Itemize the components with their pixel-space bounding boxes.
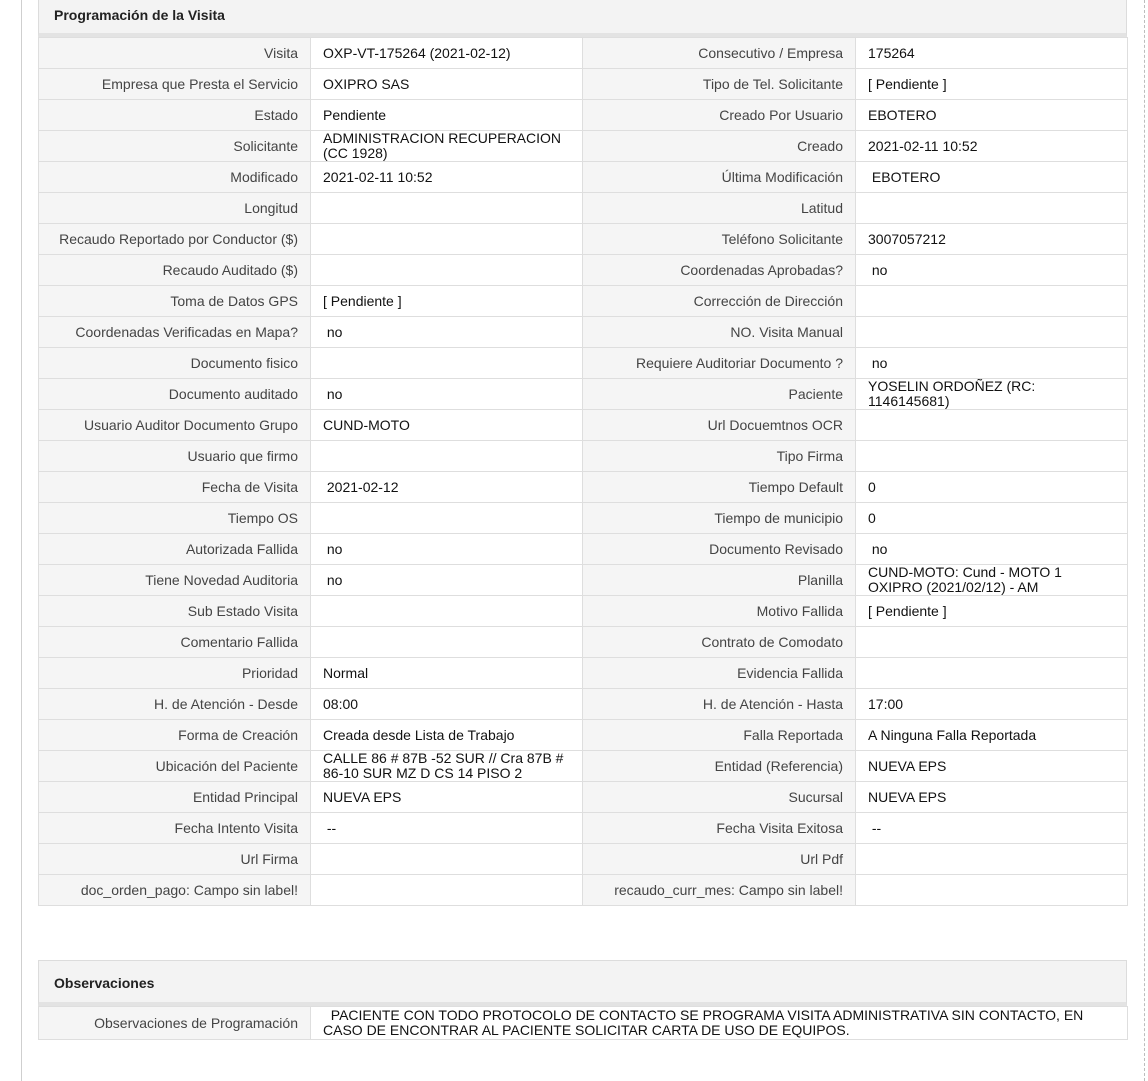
table-row	[39, 813, 1128, 844]
field-value	[856, 286, 1128, 317]
table-row	[39, 379, 1128, 410]
table-row	[39, 255, 1128, 286]
programacion-panel	[38, 0, 1127, 906]
field-label: Tiempo de municipio	[583, 503, 856, 534]
field-label: Falla Reportada	[583, 720, 856, 751]
field-value: 17:00	[856, 689, 1128, 720]
field-value: NUEVA EPS	[856, 751, 1128, 782]
field-label: Corrección de Dirección	[583, 286, 856, 317]
field-value: 2021-02-11 10:52	[856, 131, 1128, 162]
observaciones-title: Observaciones	[38, 960, 1127, 1006]
table-row	[39, 565, 1128, 596]
field-label: Autorizada Fallida	[39, 534, 311, 565]
table-row	[39, 100, 1128, 131]
observaciones-panel	[38, 960, 1127, 1040]
field-value: A Ninguna Falla Reportada	[856, 720, 1128, 751]
field-value: CUND-MOTO: Cund - MOTO 1 OXIPRO (2021/02/12) - AM	[856, 565, 1128, 596]
field-label: Paciente	[583, 379, 856, 410]
field-value	[311, 627, 583, 658]
field-label: Forma de Creación	[39, 720, 311, 751]
field-label: Tiene Novedad Auditoria	[39, 565, 311, 596]
field-label: Documento Revisado	[583, 534, 856, 565]
field-value	[311, 255, 583, 286]
table-row	[39, 348, 1128, 379]
field-value	[856, 193, 1128, 224]
field-value	[311, 193, 583, 224]
field-value: 0	[856, 472, 1128, 503]
field-value: [ Pendiente ]	[856, 69, 1128, 100]
field-label: Fecha Visita Exitosa	[583, 813, 856, 844]
programacion-title: Programación de la Visita	[38, 0, 1127, 37]
field-label: Entidad (Referencia)	[583, 751, 856, 782]
field-label: Usuario Auditor Documento Grupo	[39, 410, 311, 441]
field-label: Solicitante	[39, 131, 311, 162]
field-value: CUND-MOTO	[311, 410, 583, 441]
field-label: Tipo de Tel. Solicitante	[583, 69, 856, 100]
field-value: no	[856, 255, 1128, 286]
field-value	[311, 844, 583, 875]
table-row	[39, 410, 1128, 441]
field-value	[311, 875, 583, 906]
field-label: NO. Visita Manual	[583, 317, 856, 348]
field-value: no	[311, 379, 583, 410]
field-label: Ubicación del Paciente	[39, 751, 311, 782]
table-row	[39, 503, 1128, 534]
field-label: H. de Atención - Hasta	[583, 689, 856, 720]
field-label: H. de Atención - Desde	[39, 689, 311, 720]
field-value: no	[311, 565, 583, 596]
field-label: Latitud	[583, 193, 856, 224]
field-label: Contrato de Comodato	[583, 627, 856, 658]
field-label: Comentario Fallida	[39, 627, 311, 658]
table-row	[39, 627, 1128, 658]
field-value	[311, 348, 583, 379]
field-value: CALLE 86 # 87B -52 SUR // Cra 87B # 86-10 SUR MZ D CS 14 PISO 2	[311, 751, 583, 782]
field-value: [ Pendiente ]	[311, 286, 583, 317]
table-row	[39, 751, 1128, 782]
field-label: Entidad Principal	[39, 782, 311, 813]
field-label: Coordenadas Aprobadas?	[583, 255, 856, 286]
field-value: OXP-VT-175264 (2021-02-12)	[311, 38, 583, 69]
table-row	[39, 131, 1128, 162]
field-value: Normal	[311, 658, 583, 689]
table-row	[39, 472, 1128, 503]
field-label: Url Firma	[39, 844, 311, 875]
field-label: Evidencia Fallida	[583, 658, 856, 689]
field-value: OXIPRO SAS	[311, 69, 583, 100]
field-value	[856, 317, 1128, 348]
table-row	[39, 162, 1128, 193]
field-label: Url Docuemtnos OCR	[583, 410, 856, 441]
field-value	[856, 658, 1128, 689]
field-label: doc_orden_pago: Campo sin label!	[39, 875, 311, 906]
field-label: Creado	[583, 131, 856, 162]
field-label: Url Pdf	[583, 844, 856, 875]
field-value	[311, 441, 583, 472]
field-value: no	[856, 348, 1128, 379]
table-row	[39, 1007, 1128, 1040]
field-value	[311, 596, 583, 627]
table-row	[39, 193, 1128, 224]
table-row	[39, 317, 1128, 348]
field-value: PACIENTE CON TODO PROTOCOLO DE CONTACTO SE PROGRAMA VISITA ADMINISTRATIVA SIN CONTACTO, EN CASO DE ENCONTRAR AL PACIENTE SOLICITAR CARTA DE USO DE EQUIPOS.	[311, 1007, 1128, 1040]
field-value: 175264	[856, 38, 1128, 69]
field-value: NUEVA EPS	[856, 782, 1128, 813]
field-label: Toma de Datos GPS	[39, 286, 311, 317]
field-value: [ Pendiente ]	[856, 596, 1128, 627]
field-value: 08:00	[311, 689, 583, 720]
field-value: Pendiente	[311, 100, 583, 131]
field-label: Motivo Fallida	[583, 596, 856, 627]
field-value	[856, 844, 1128, 875]
field-value	[856, 627, 1128, 658]
right-dashed-border	[1144, 0, 1145, 1081]
table-row	[39, 69, 1128, 100]
observaciones-table	[38, 1006, 1128, 1040]
field-value: 2021-02-12	[311, 472, 583, 503]
table-row	[39, 596, 1128, 627]
field-value	[856, 410, 1128, 441]
field-label: Tipo Firma	[583, 441, 856, 472]
field-value	[856, 441, 1128, 472]
field-label: Estado	[39, 100, 311, 131]
field-label: Recaudo Auditado ($)	[39, 255, 311, 286]
table-row	[39, 441, 1128, 472]
table-row	[39, 658, 1128, 689]
table-row	[39, 224, 1128, 255]
field-value: 2021-02-11 10:52	[311, 162, 583, 193]
field-label: Fecha de Visita	[39, 472, 311, 503]
field-label: Creado Por Usuario	[583, 100, 856, 131]
table-row	[39, 875, 1128, 906]
table-row	[39, 286, 1128, 317]
field-value: 3007057212	[856, 224, 1128, 255]
field-label: recaudo_curr_mes: Campo sin label!	[583, 875, 856, 906]
field-label: Teléfono Solicitante	[583, 224, 856, 255]
field-value: no	[856, 534, 1128, 565]
table-row	[39, 844, 1128, 875]
field-label: Sucursal	[583, 782, 856, 813]
field-label: Tiempo Default	[583, 472, 856, 503]
table-row	[39, 689, 1128, 720]
field-value: no	[311, 534, 583, 565]
field-label: Empresa que Presta el Servicio	[39, 69, 311, 100]
field-label: Modificado	[39, 162, 311, 193]
field-value: ADMINISTRACION RECUPERACION (CC 1928)	[311, 131, 583, 162]
field-label: Usuario que firmo	[39, 441, 311, 472]
table-row	[39, 534, 1128, 565]
programacion-table	[38, 37, 1128, 906]
field-value: 0	[856, 503, 1128, 534]
field-label: Documento fisico	[39, 348, 311, 379]
field-value: no	[311, 317, 583, 348]
field-value	[311, 503, 583, 534]
field-label: Observaciones de Programación	[39, 1007, 311, 1040]
field-value: EBOTERO	[856, 100, 1128, 131]
table-row	[39, 38, 1128, 69]
field-label: Recaudo Reportado por Conductor ($)	[39, 224, 311, 255]
field-label: Visita	[39, 38, 311, 69]
field-label: Tiempo OS	[39, 503, 311, 534]
left-border	[21, 0, 22, 1081]
field-label: Coordenadas Verificadas en Mapa?	[39, 317, 311, 348]
field-value	[856, 875, 1128, 906]
field-value: YOSELIN ORDOÑEZ (RC: 1146145681)	[856, 379, 1128, 410]
field-label: Requiere Auditoriar Documento ?	[583, 348, 856, 379]
field-label: Consecutivo / Empresa	[583, 38, 856, 69]
field-label: Última Modificación	[583, 162, 856, 193]
field-value	[311, 224, 583, 255]
field-value: NUEVA EPS	[311, 782, 583, 813]
field-label: Sub Estado Visita	[39, 596, 311, 627]
field-label: Planilla	[583, 565, 856, 596]
table-row	[39, 720, 1128, 751]
field-label: Fecha Intento Visita	[39, 813, 311, 844]
field-label: Documento auditado	[39, 379, 311, 410]
table-row	[39, 782, 1128, 813]
field-value: --	[311, 813, 583, 844]
field-value: EBOTERO	[856, 162, 1128, 193]
field-label: Prioridad	[39, 658, 311, 689]
field-value: --	[856, 813, 1128, 844]
field-value: Creada desde Lista de Trabajo	[311, 720, 583, 751]
field-label: Longitud	[39, 193, 311, 224]
